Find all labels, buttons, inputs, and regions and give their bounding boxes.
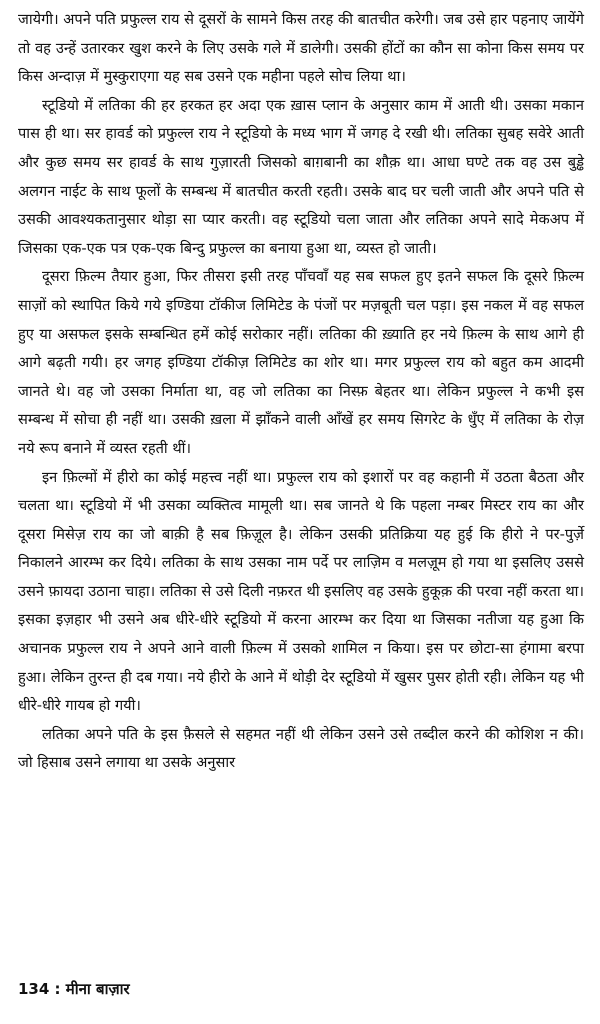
paragraph-4: इन फ़िल्मों में हीरो का कोई महत्त्व नहीं था। प्रफुल्ल राय को इशारों पर वह कहानी में उठता बैठता और चलता था। स्टूडियो में भी उसका व्यक्तित्व मामूली था। सब जानते थे कि पहला नम्बर मिस्टर राय का और दूसरा मिसेज़ राय का जो बाक़ी है सब फ़िज़ूल है। लेकिन उसकी प्रतिक्रिया यह हुई कि हीरो ने पर-पुर्ज़े निकालने आरम्भ कर दिये। लतिका के साथ उसका नाम पर्दे पर लाज़िम व मलज़ूम हो गया था इसलिए उससे उसने फ़ायदा उठाना चाहा। लतिका से उसे दिली नफ़रत थी इसलिए वह उसके हुकूक़ की परवा नहीं करता था। इसका इज़हार भी उसने अब धीरे-धीरे स्टूडियो में करना आरम्भ कर दिया था जिसका नतीजा यह हुआ कि अचानक प्रफुल्ल राय ने अपने आने वाली फ़िल्म में उसको शामिल न किया। इस पर छोटा-सा हंगामा बरपा हुआ। लेकिन तुरन्त ही दब गया। नये हीरो के आने में थोड़ी देर स्टूडियो में खुसर पुसर होती रही। लेकिन यह भी धीरे-धीरे गायब हो गयी। [18, 468, 584, 715]
paragraph-1: जायेगी। अपने पति प्रफुल्ल राय से दूसरों के सामने किस तरह की बातचीत करेगी। जब उसे हार पहनाए जायेंगे तो वह उन्हें उतारकर खुश करने के लिए उसके गले में डालेगी। उसकी होंटों का कौन सा कोना किस समय पर किस अन्दाज़ में मुस्कुराएगा यह सब उसने एक महीना पहले सोच लिया था। [18, 11, 584, 86]
paragraph-3: दूसरा फ़िल्म तैयार हुआ, फिर तीसरा इसी तरह पाँचवाँ यह सब सफल हुए इतने सफल कि दूसरे फ़िल्म साज़ों को स्थापित किये गये इण्डिया टॉकीज लिमिटेड के पंजों पर मज़बूती चल पड़ा। इस नकल में वह सफल हुए या असफल इसके सम्बन्धित हमें कोई सरोकार नहीं। लतिका की ख़्याति हर नये फ़िल्म के साथ आगे ही आगे बढ़ती गयी। हर जगह इण्डिया टॉकीज़ लिमिटेड का शोर था। मगर प्रफुल्ल राय को बहुत कम आदमी जानते थे। वह जो उसका निर्माता था, वह जो लतिका का निस्फ़ बेहतर था। लेकिन प्रफुल्ल ने कभी इस सम्बन्ध में सोचा ही नहीं था। उसकी ख़ला में झाँकने वाली आँखें हर समय सिगरेट के धुँए में लतिका के रोज़ नये रूप बनाने में व्यस्त रहती थीं। [18, 268, 584, 457]
paragraph-2: स्टूडियो में लतिका की हर हरकत हर अदा एक ख़ास प्लान के अनुसार काम में आती थी। उसका मकान पास ही था। सर हावर्ड को प्रफुल्ल राय ने स्टूडियो के मध्य भाग में जगह दे रखी थी। लतिका सुबह सवेरे आती और कुछ समय सर हावर्ड के साथ गुज़ारती जिसको बाग़बानी का शौक़ था। आधा घण्टे तक वह उस बुड्ढे अलगन नाईट के साथ फूलों के सम्बन्ध में बातचीत करती रहती। उसके बाद घर चली जाती और अपने पति से उसकी आवश्यकतानुसार थोड़ा सा प्यार करती। वह स्टूडियो चला जाता और लतिका अपने सादे मेकअप में जिसका एक-एक पत्र एक-एक बिन्दु प्रफुल्ल का बनाया हुआ था, व्यस्त हो जाती। [18, 96, 584, 257]
paragraph-5: लतिका अपने पति के इस फ़ैसले से सहमत नहीं थी लेकिन उसने उसे तब्दील करने की कोशिश न की। जो हिसाब उसने लगाया था उसके अनुसार [18, 725, 584, 772]
book-page [18, 6, 584, 1016]
page-footer: 134 : मीना बाज़ार [18, 980, 130, 998]
